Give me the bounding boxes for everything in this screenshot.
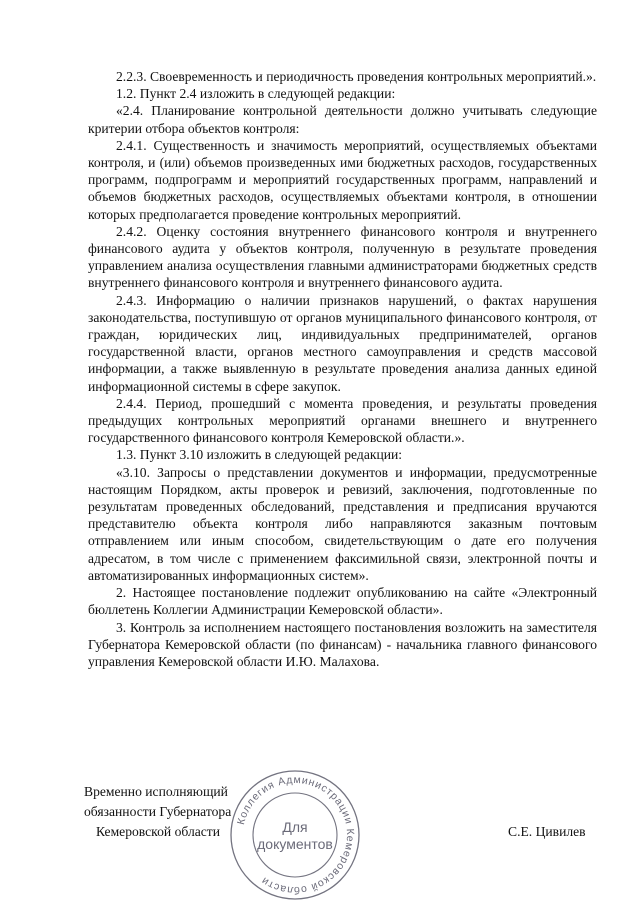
- document-body: [88, 68, 597, 670]
- signatory-position-line-2: обязанности Губернатора: [84, 804, 232, 819]
- paragraph-2-publication: 2. Настоящее постановление подлежит опубликованию на сайте «Электронный бюллетень Коллегии Администрации Кемеровской области».: [88, 585, 597, 618]
- svg-text:Коллегия Администрации Кемеров: Коллегия Администрации Кемеровской области: [235, 773, 357, 897]
- seal-stamp-icon: [228, 768, 362, 902]
- paragraph-1-2: 1.2. Пункт 2.4 изложить в следующей редакции:: [116, 86, 396, 102]
- paragraph-2-4-4: 2.4.4. Период, прошедший с момента проведения, и результаты проведения предыдущих контрольных мероприятий органами внешнего и внутреннего государственного финансового контроля Кемеровской области.».: [88, 395, 597, 446]
- paragraph-3-control: 3. Контроль за исполнением настоящего постановления возложить на заместителя Губернатора Кемеровской области (по финансам) - начальника главного финансового управления Кемеровской области И.Ю. Малахова.: [88, 619, 597, 669]
- paragraph-3-10: «3.10. Запросы о представлении документов и информации, предусмотренные настоящим Порядком, акты проверок и ревизий, заключения, подготовленные по результатам проведенных обследований, представления и предписания вручаются представителю объекта контроля либо направляются заказным почтовым отправлением или иным способом, свидетельствующим о дате его получения адресатом, в том числе с применением факсимильной связи, электронной почты и автоматизированных информационных систем».: [88, 464, 597, 583]
- paragraph-2-4-3: 2.4.3. Информацию о наличии признаков нарушений, о фактах нарушения законодательства, поступившую от органов муниципального финансового контроля, от граждан, юридических лиц, индивидуальных предпринимателей, органов государственной власти, органов местного самоуправления и средств массовой информации, а также выявленную в результате проведения анализа данных единой информационной системы в сфере закупок.: [88, 292, 597, 394]
- signatory-position: [84, 782, 231, 842]
- signatory-position-line-3: Кемеровской области: [96, 824, 221, 839]
- paragraph-2-4-1: 2.4.1. Существенность и значимость мероприятий, осуществляемых объектами контроля, и (или) объемов произведенных ими бюджетных расходов, государственных программ, подпрограмм и мероприятий государственных программ, направлений и объемов бюджетных расходов, осуществляемых объектами контроля, в отношении которых предполагается проведение контрольных мероприятий.: [88, 137, 597, 222]
- signatory-position-line-1: Временно исполняющий: [84, 784, 228, 799]
- paragraph-2-2-3: 2.2.3. Своевременность и периодичность проведения контрольных мероприятий.».: [116, 69, 597, 84]
- paragraph-2-4-2: 2.4.2. Оценку состояния внутреннего финансового контроля и внутреннего финансового аудита у объектов контроля, полученную в результате проведения управлением анализа осуществления главными администраторами бюджетных средств внутреннего финансового контроля и внутреннего финансового аудита.: [88, 223, 597, 291]
- paragraph-1-3: 1.3. Пункт 3.10 изложить в следующей редакции:: [116, 447, 403, 463]
- svg-text:документов: документов: [257, 836, 333, 852]
- signatory-name: С.Е. Цивилев: [508, 824, 586, 839]
- paragraph-2-4: «2.4. Планирование контрольной деятельности должно учитывать следующие критерии отбора объектов контроля:: [88, 103, 597, 136]
- svg-text:Для: Для: [282, 819, 308, 835]
